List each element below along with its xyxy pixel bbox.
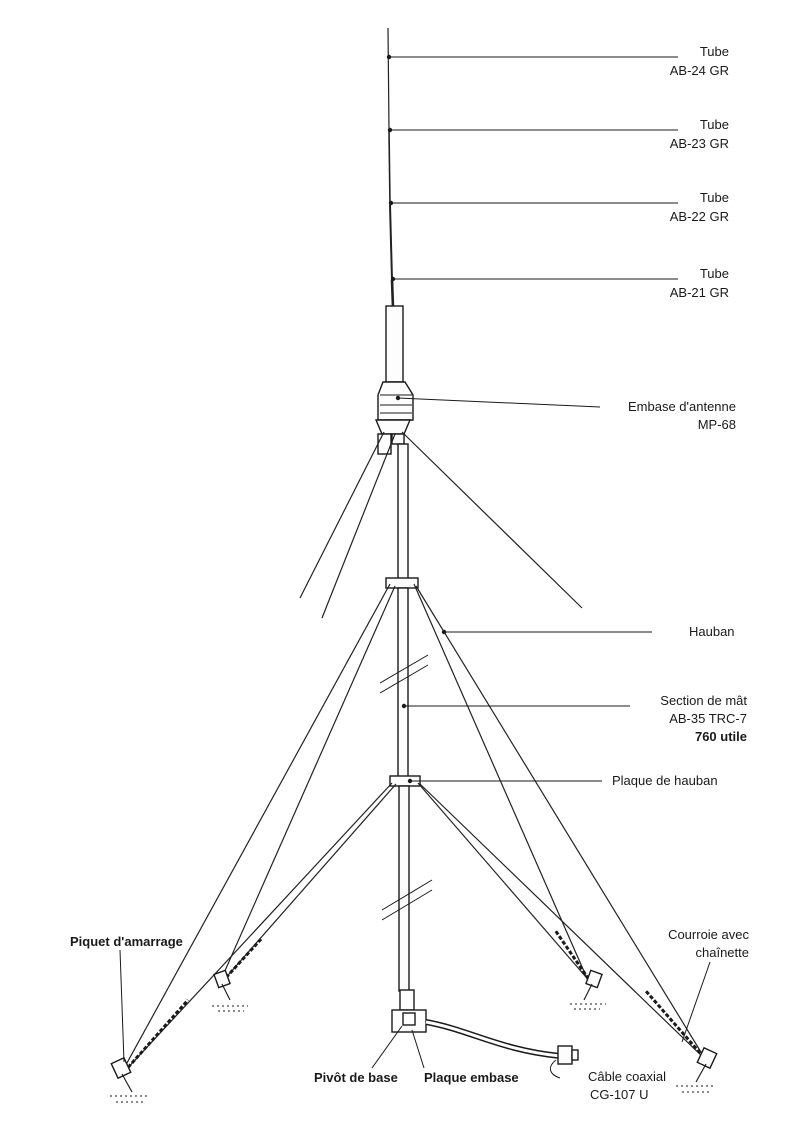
label-plaque-embase: Plaque embase <box>424 1070 519 1085</box>
label-section-line2: AB-35 TRC-7 <box>669 711 747 726</box>
stake-front-right <box>676 1048 717 1092</box>
chains <box>124 930 708 1072</box>
label-section-line1: Section de mât <box>660 693 747 708</box>
stake-back-left <box>212 970 248 1011</box>
base-assembly <box>392 990 578 1064</box>
label-courroie-line1: Courroie avec <box>668 927 749 942</box>
label-embase-line2: MP-68 <box>697 417 736 432</box>
label-tube-24-line1: Tube <box>699 44 729 59</box>
label-section-line3: 760 utile <box>694 729 747 744</box>
label-tube-22-line2: AB-22 GR <box>669 209 729 224</box>
label-embase-line1: Embase d'antenne <box>627 399 736 414</box>
label-courroie-line2: chaînette <box>695 945 749 960</box>
label-tube-22-line1: Tube <box>699 190 729 205</box>
label-cable-line2: CG-107 U <box>590 1087 649 1102</box>
label-tube-24-line2: AB-24 GR <box>669 63 729 78</box>
upper-guys <box>300 432 582 618</box>
label-hauban: Hauban <box>689 624 735 639</box>
label-tube-21-line1: Tube <box>699 266 729 281</box>
label-pivot: Pivôt de base <box>314 1070 398 1085</box>
antenna-base <box>376 382 413 454</box>
label-tube-23-line1: Tube <box>699 117 729 132</box>
label-plaque-hauban: Plaque de hauban <box>612 773 718 788</box>
label-tube-21-line2: AB-21 GR <box>669 285 729 300</box>
whip-tubes <box>386 28 403 382</box>
label-tube-23-line2: AB-23 GR <box>669 136 729 151</box>
leader-lines <box>120 55 710 1078</box>
label-piquet: Piquet d'amarrage <box>70 934 183 949</box>
stake-back-right <box>570 970 606 1009</box>
label-cable-line1: Câble coaxial <box>588 1069 667 1084</box>
mast-sections <box>380 444 432 991</box>
